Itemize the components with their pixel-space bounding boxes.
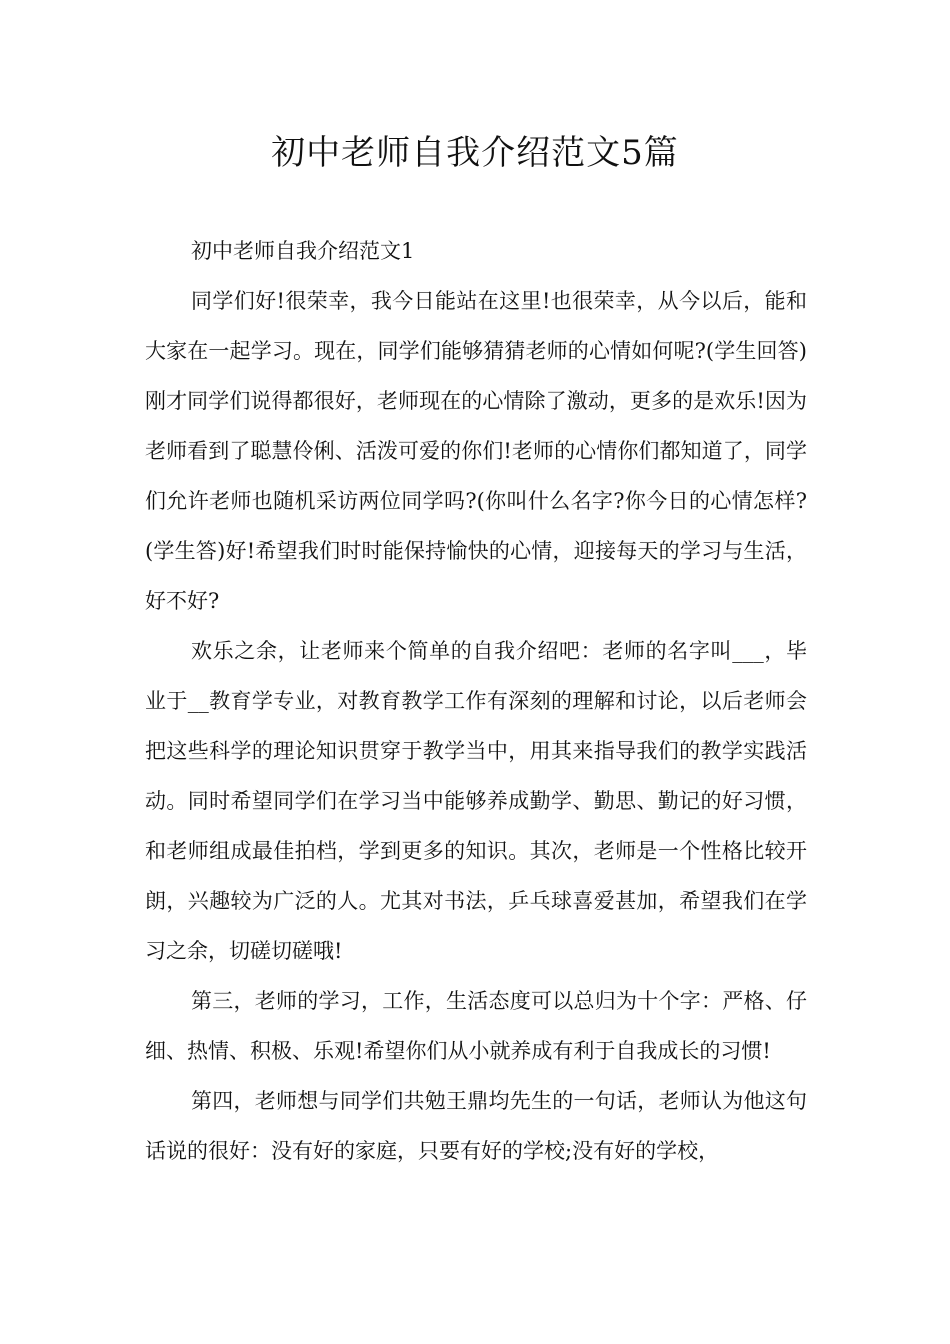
paragraph-2: 欢乐之余，让老师来个简单的自我介绍吧：老师的名字叫___，毕业于__教育学专业，对教育教学工作有深刻的理解和讨论，以后老师会把这些科学的理论知识贯穿于教学当中，用其来指导我们的教学实践活动。同时希望同学们在学习当中能够养成勤学、勤思、勤记的好习惯，和老师组成最佳拍档，学到更多的知识。其次，老师是一个性格比较开朗，兴趣较为广泛的人。尤其对书法，乒乓球喜爱甚加，希望我们在学习之余，切磋切磋哦! [145,639,807,963]
paragraph-3: 第三，老师的学习，工作，生活态度可以总归为十个字：严格、仔细、热情、积极、乐观!希望你们从小就养成有利于自我成长的习惯! [145,989,807,1063]
paragraph-1: 同学们好!很荣幸，我今日能站在这里!也很荣幸，从今以后，能和大家在一起学习。现在，同学们能够猜猜老师的心情如何呢?(学生回答)刚才同学们说得都很好，老师现在的心情除了激动，更多的是欢乐!因为老师看到了聪慧伶俐、活泼可爱的你们!老师的心情你们都知道了，同学们允许老师也随机采访两位同学吗?(你叫什么名字?你今日的心情怎样?(学生答)好!希望我们时时能保持愉快的心情，迎接每天的学习与生活，好不好? [145,289,807,613]
document-body [145,226,807,1176]
section-heading: 初中老师自我介绍范文1 [191,239,415,263]
document-title: 初中老师自我介绍范文5篇 [271,133,679,173]
paragraph-4: 第四，老师想与同学们共勉王鼎均先生的一句话，老师认为他这句话说的很好：没有好的家庭，只要有好的学校;没有好的学校， [145,1089,807,1163]
